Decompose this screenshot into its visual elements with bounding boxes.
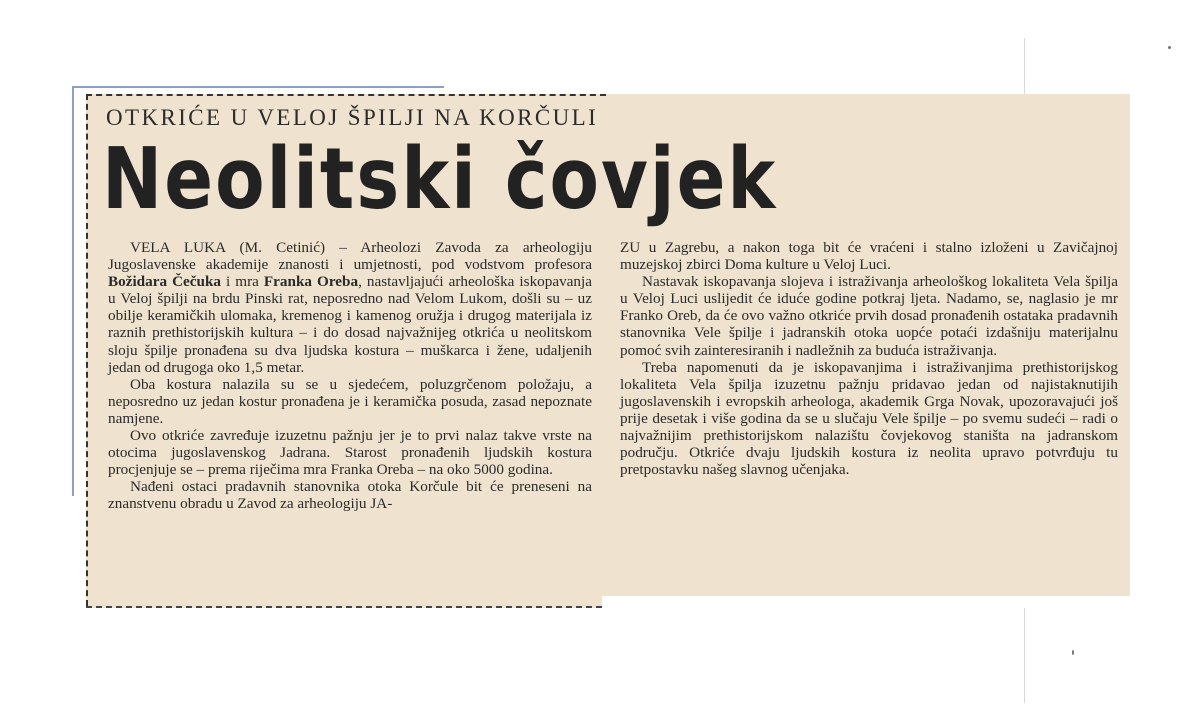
article-paragraph: ZU u Zagrebu, a nakon toga bit će vraćeni i stalno izloženi u Zavičajnoj muzejskoj zbirci Doma kulture u Veloj Luci. <box>620 239 1118 274</box>
article-paragraph: Nastavak iskopavanja slojeva i istraživanja arheološkog lokaliteta Vela špilja u Veloj Luci uslijedit će iduće godine potkraj ljeta. Nadamo, se, naglasio je mr Franko Oreb, da će ovo važno otkriće prvih dosad pronađenih ostataka pradavnih stanovnika Vele špilje i jadranskih otoka uopće potaći izdašniju materijalnu pomoć svih zainteresiranih i nadležnih za buduća istraživanja. <box>620 273 1118 359</box>
clipping-edge-top <box>86 94 606 96</box>
scan-border-left <box>72 86 74 496</box>
article-paragraph: Oba kostura nalazila su se u sjedećem, poluzgrčenom položaju, a neposredno uz jedan kostur pronađena je i keramička posuda, zasad nepoznate namjene. <box>108 375 592 427</box>
person-name: Božidara Čečuka <box>108 273 222 291</box>
article-byline: VELA LUKA (M. Cetinić) <box>130 239 326 256</box>
clipping-edge-left <box>86 94 88 606</box>
article-paragraph: Treba napomenuti da je iskopavanjima i istraživanjima prethistorijskog lokaliteta Vela špilja izuzetnu pažnju pridavao jedan od najistaknutijih jugoslavenskih i evropskih arheologa, akademik Grga Novak, upozoravajući još prije desetak i više godina da se u slučaju Vele špilje – po svemu sudeći – radi o najvažnijim prethistorijskom nalazištu čovjekovog staništa na jadranskom području. Otkriće dvaju ljudskih kostura iz neolita upravo potvrđuju tu pretpostavku našeg slavnog učenjaka. <box>620 358 1118 479</box>
scan-speck <box>1168 46 1171 49</box>
clipping-edge-bottom <box>86 606 602 608</box>
paragraph-text: i mra <box>221 273 264 291</box>
scan-border-top <box>74 86 444 88</box>
paragraph-text: , nastavljajući arheološka iskopavanja u Veloj špilji na brdu Pinski rat, neposredno nad Velom Lukom, došli su – uz obilje keramičkih ulomaka, kremenog i kamenog oružja i drugog materijala iz raznih prethistorijskih kultura – i do dosad najvažnijeg otkrića u neolitskom sloju špilje pronađena su dva ljudska kostura – muškarca i žene, udaljenih jedan od drugoga oko 1,5 metar. <box>108 273 592 376</box>
article-kicker: OTKRIĆE U VELOJ ŠPILJI NA KORČULI <box>106 105 599 130</box>
paragraph-text: – Arheolozi Zavoda za arheologiju Jugoslavenske akademije znanosti i umjetnosti, pod vodstvom profesora <box>108 239 592 274</box>
clipping-cut-notch <box>602 596 1130 608</box>
article-headline: Neolitski čovjek <box>102 128 778 229</box>
article-column-right <box>620 239 1118 478</box>
article-column-left <box>108 239 592 513</box>
person-name: Franka Oreba <box>263 273 359 291</box>
article-paragraph: Nađeni ostaci pradavnih stanovnika otoka Korčule bit će preneseni na znanstvenu obradu u Zavod za arheologiju JA- <box>108 478 592 513</box>
article-paragraph <box>108 239 592 376</box>
scan-speck <box>1072 650 1074 655</box>
article-paragraph: Ovo otkriće zavređuje izuzetnu pažnju jer je to prvi nalaz takve vrste na otocima jugoslavenskog Jadrana. Starost pronađenih ljudskih kostura procjenjuje se – prema riječima mra Franka Oreba – na oko 5000 godina. <box>108 427 592 479</box>
